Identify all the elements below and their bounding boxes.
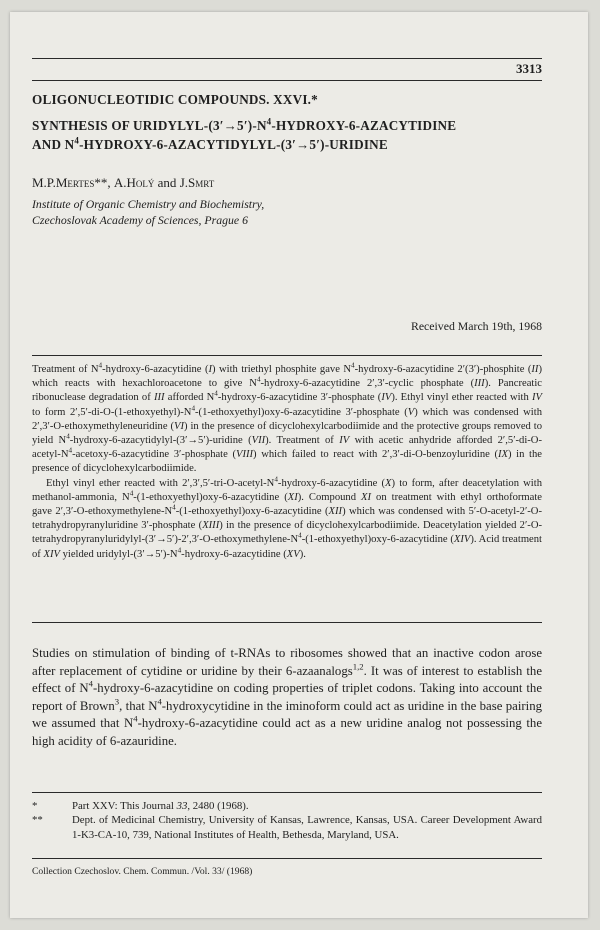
abstract xyxy=(32,363,542,562)
footnotes xyxy=(32,799,542,842)
abstract-rule-bottom xyxy=(32,622,542,623)
header-rule-lower xyxy=(32,80,542,81)
footer-rule xyxy=(32,858,542,859)
footnote-mark: ** xyxy=(32,814,43,827)
paper-page xyxy=(10,12,588,918)
author: J.Smrt xyxy=(179,175,215,190)
journal-footer: Collection Czechoslov. Chem. Commun. /Vol. 33/ (1968) xyxy=(32,866,253,877)
footnote-rule xyxy=(32,792,542,793)
series-title: OLIGONUCLEOTIDIC COMPOUNDS. XXVI.* xyxy=(32,92,318,107)
abstract-rule-top xyxy=(32,355,542,356)
footnote-text: Part XXV: This Journal 33, 2480 (1968). xyxy=(72,800,249,812)
footnote-mark: * xyxy=(32,800,38,812)
header-rule xyxy=(32,58,542,59)
abstract-paragraph: Ethyl vinyl ether reacted with $2',3',5'-tri-O-acetyl-N^4-hydroxy-6$-azacytidine (X) to form, after deacetylation with methanol-ammonia, $N^4-(1-ethoxyethyl)oxy-6$-azacytidine (XI). Compound XI on treatment with ethyl orthoformate gave $2',3'-O-ethoxymethylene-N^4-(1-ethoxyethyl)oxy-6$-azacytidine (XII) which was condensed with 5′-O-acetyl-2′-O-tetrahydropyranyluridine 3′-phosphate (XIII) in the presence of dicyclohexylcarbodiimide. Deacetylation yielded $2'-O-tetrahydropyranyluridylyl-(3'\to 5')-2',3'-O-ethoxymethylene-N^4-(1-ethoxyethyl)oxy-6$-azacytidine (XIV). Acid treatment of XIV yielded uridylyl-$(3'\to 5')-N^4-hydroxy-6$-azacytidine (XV). xyxy=(32,475,543,560)
page-number: 3313 xyxy=(516,61,542,76)
footnote xyxy=(32,799,542,813)
affiliation: Institute of Organic Chemistry and Biochemistry, Czechoslovak Academy of Sciences, Prague 6 xyxy=(32,197,265,227)
authors: M.P.Mertes**, A.Holý and J.Smrt xyxy=(32,175,215,190)
received-date: Received March 19th, 1968 xyxy=(410,319,542,333)
intro-paragraph: Studies on stimulation of binding of t-RNAs to ribosomes showed that an inactive codon arose after replacement of cytidine or uridine by their 6-azaanalogs$^{1,2}$. It was of interest to establish the effect of $N^4-hydroxy-6$-azacytidine on coding properties of triplet codons. Taking into account the report of Brown$^3$, that $N^4$-hydroxycytidine in the iminoform could act as uridine in the base pairing we assumed that $N^4-hydroxy-6$-azacytidine could act as a new uridine analog not possessing the high acidity of 6-azauridine. xyxy=(32,646,543,748)
author: A.Holý xyxy=(113,175,155,190)
footnote-text: Dept. of Medicinal Chemistry, University of Kansas, Lawrence, Kansas, USA. Career Development Award 1-K3-CA-10, 739, National Institutes of Health, Bethesda, Maryland, USA. xyxy=(72,814,542,841)
abstract-paragraph: Treatment of $N^4-hydroxy-6$-azacytidine (I) with triethyl phosphite gave $N^4-hydroxy-6$-azacytidine 2′(3′)-phosphite (II) which reacts with hexachloroacetone to give $N^4-hydroxy-6$-azacytidine 2′,3′-cyclic phosphate (III). Pancreatic ribonuclease degradation of III afforded $N^4-hydroxy-6$-azacytidine 3′-phosphate (IV). Ethyl vinyl ether reacted with IV to form $2',5'-di-O-(1-ethoxyethyl)-N^4-(1-ethoxyethyl)oxy-6$-azacytidine 3′-phosphate (V) which was condensed with 2′,3′-O-ethoxymethyleneuridine (VI) in the presence of dicyclohexylcarbodiimide and the protective groups removed to yield $N^4-hydroxy-6-azacytidylyl-(3'\to 5')$-uridine (VII). Treatment of IV with acetic anhydride afforded $2',5'-di-O-acetyl-N^4-acetoxy-6$-azacytidine 3′-phosphate (VIII) which failed to react with 2′,3′-di-O-benzoyluridine (IX) in the presence of dicyclohexylcarbodiimide. xyxy=(32,361,542,475)
footnote xyxy=(32,813,542,842)
article-title: SYNTHESIS OF URIDYLYL-$(3'\to 5')-N^4-HYDROXY-6$-AZACYTIDINE AND $N^4-HYDROXY-6-AZACYTIDYLYL-(3'\to 5')$-URIDINE xyxy=(32,116,457,152)
author: M.P.Mertes** xyxy=(32,175,108,190)
